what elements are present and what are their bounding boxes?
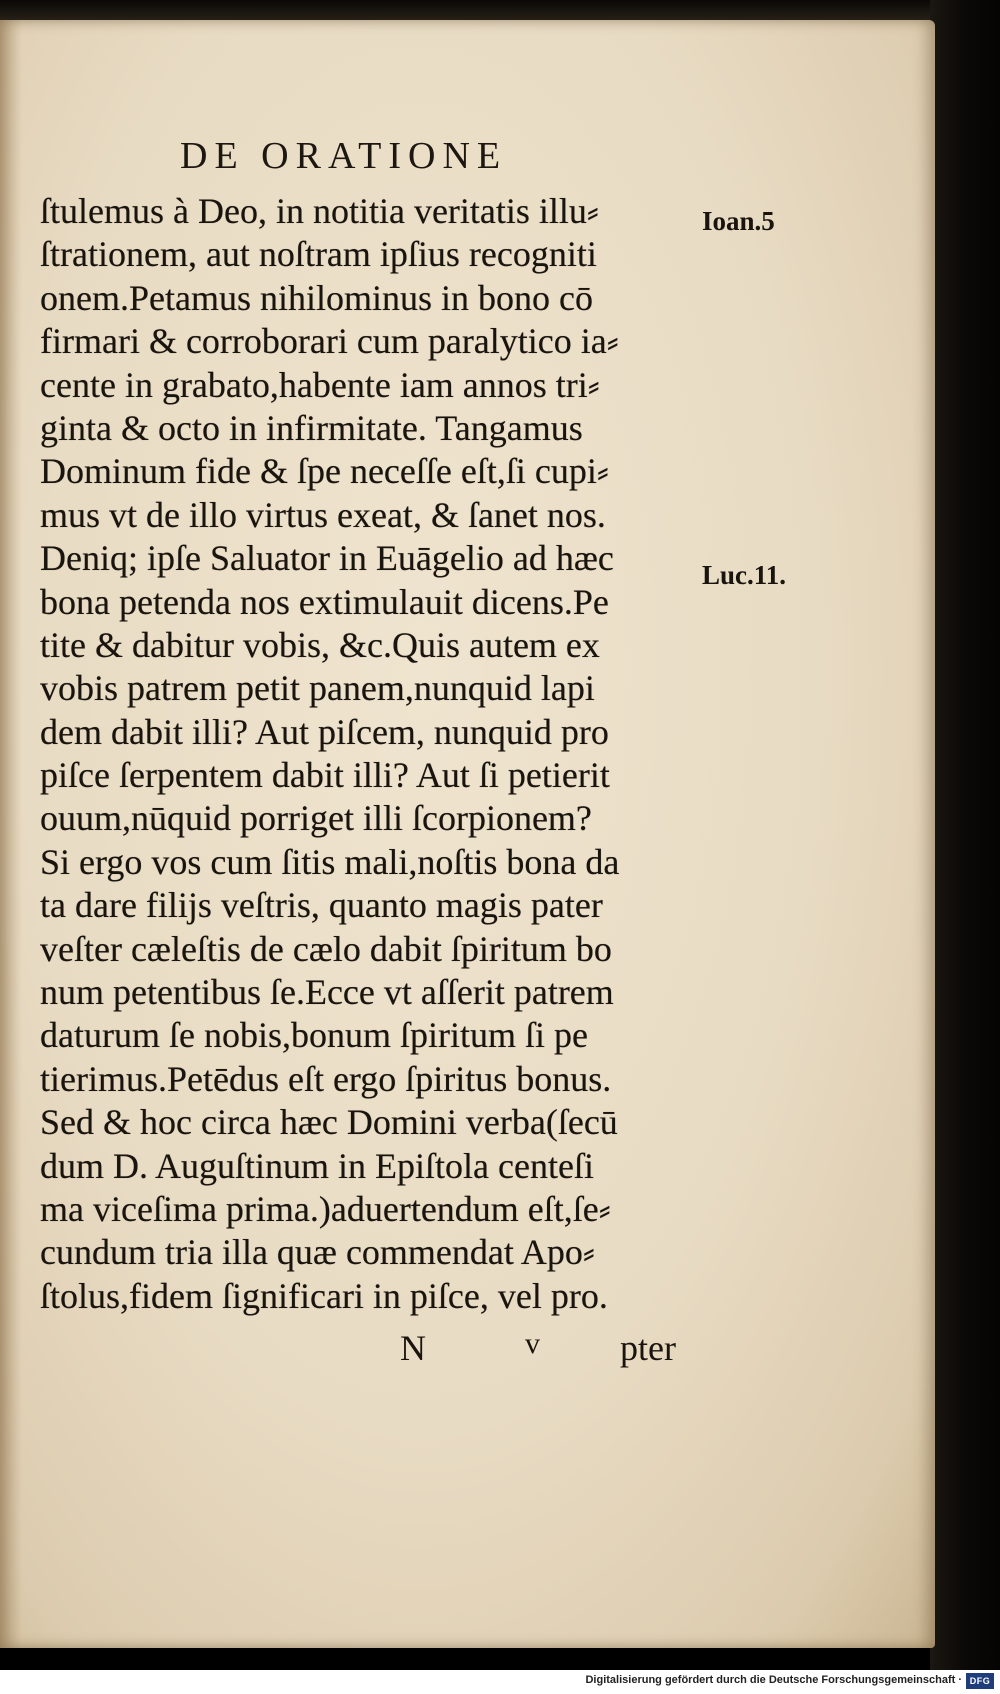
text-line: bona petenda nos extimulauit dicens.Pe — [40, 581, 609, 622]
text-line: piſce ſerpentem dabit illi? Aut ſi petierit — [40, 755, 610, 796]
funding-credit: Digitalisierung gefördert durch die Deutsche Forschungsgemeinschaft · — [585, 1674, 962, 1686]
text-line: Sed & hoc circa hæc Domini verba(ſecū — [40, 1102, 618, 1143]
text-line: ginta & octo in infirmitate. Tangamus — [40, 407, 583, 448]
page-edge-stain — [0, 20, 22, 1648]
signature-sub: v — [525, 1327, 540, 1360]
book-binding — [930, 0, 1000, 1670]
text-line: mus vt de illo virtus exeat, & ſanet nos. — [40, 494, 606, 535]
catchword: pter — [620, 1328, 676, 1368]
text-line: ſtolus,fidem ſignificari in piſce, vel pro. — [40, 1275, 608, 1316]
text-line: Deniq; ipſe Saluator in Euāgelio ad hæc — [40, 538, 614, 579]
text-line: cundum tria illa quæ commendat Apo⸗ — [40, 1232, 595, 1273]
text-line: firmari & corroborari cum paralytico ia⸗ — [40, 321, 619, 362]
text-line: tierimus.Petēdus eſt ergo ſpiritus bonus. — [40, 1058, 612, 1099]
text-line: onem.Petamus nihilominus in bono cō — [40, 277, 593, 318]
signature-line — [390, 1327, 690, 1371]
text-line: ma viceſima prima.)aduertendum eſt,ſe⸗ — [40, 1188, 611, 1229]
body-text — [40, 190, 700, 1318]
marginal-note-ioan: Ioan.5 — [702, 206, 775, 236]
text-line: dem dabit illi? Aut piſcem, nunquid pro — [40, 711, 609, 752]
text-line: ta dare filijs veſtris, quanto magis pater — [40, 885, 603, 926]
text-line: veſter cæleſtis de cælo dabit ſpiritum bo — [40, 928, 612, 969]
text-line: ſtulemus à Deo, in notitia veritatis illu⸗ — [40, 191, 599, 231]
text-line: ſtrationem, aut noſtram ipſius recogniti — [40, 234, 597, 275]
text-line: vobis patrem petit panem,nunquid lapi — [40, 668, 595, 709]
marginal-note-luc: Luc.11. — [702, 560, 787, 590]
text-line: ouum,nūquid porriget illi ſcorpionem? — [40, 798, 592, 839]
footer-bar — [0, 1670, 1000, 1694]
text-line: Dominum fide & ſpe neceſſe eſt,ſi cupi⸗ — [40, 451, 609, 492]
text-line: num petentibus ſe.Ecce vt aſſerit patrem — [40, 972, 614, 1013]
text-line: Si ergo vos cum ſitis mali,noſtis bona da — [40, 841, 620, 882]
text-line: tite & dabitur vobis, &c.Quis autem ex — [40, 624, 600, 665]
text-line: cente in grabato,habente iam annos tri⸗ — [40, 364, 600, 405]
text-line: daturum ſe nobis,bonum ſpiritum ſi pe — [40, 1015, 588, 1056]
text-line: dum D. Auguſtinum in Epiſtola centeſi — [40, 1145, 594, 1186]
signature-mark: N — [400, 1328, 426, 1368]
running-head: DE ORATIONE — [180, 135, 508, 177]
dfg-logo-icon: DFG — [966, 1673, 994, 1689]
